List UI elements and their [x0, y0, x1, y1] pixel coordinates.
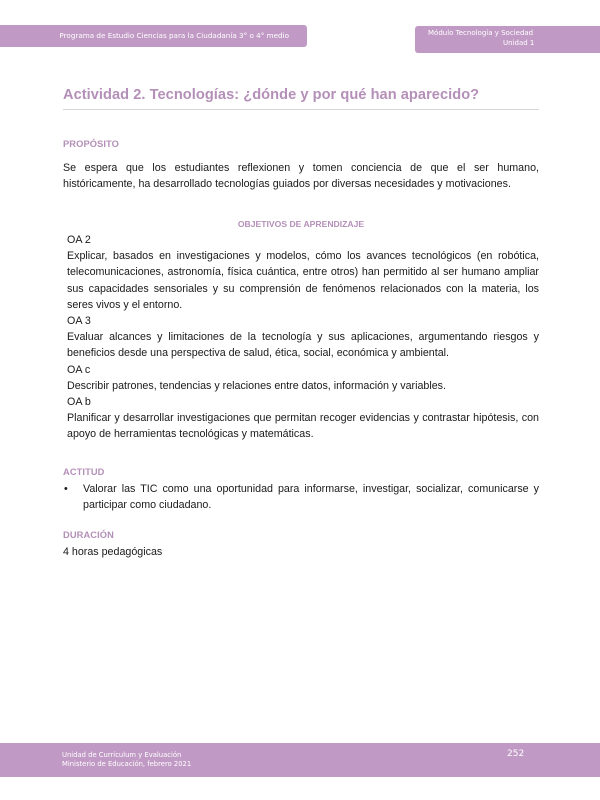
proposito-text: Se espera que los estudiantes reflexionen y tomen conciencia de que el ser humano, históricamente, ha desarrollado tecnologías guiados por diversas necesidades y motivaciones. — [63, 162, 539, 191]
footer-credits — [62, 751, 191, 768]
bullet-icon: • — [64, 483, 68, 495]
oa-code: OA 3 — [67, 315, 91, 328]
header-unit-text: Unidad 1 — [503, 38, 535, 47]
footer-bar — [0, 743, 600, 777]
actitud-bullet-item — [63, 481, 539, 513]
header-module-bar — [415, 26, 600, 53]
header-program-bar — [0, 25, 307, 47]
header-module-text: Módulo Tecnología y Sociedad — [428, 29, 534, 37]
oa-text: Describir patrones, tendencias y relaciones entre datos, información y variables. — [67, 379, 446, 392]
section-label-objetivos: OBJETIVOS DE APRENDIZAJE — [237, 219, 365, 229]
duracion-text: 4 horas pedagógicas — [63, 546, 163, 558]
footer-line-1: Unidad de Currículum y Evaluación — [62, 751, 182, 759]
oa-text: Evaluar alcances y limitaciones de la tecnología y sus aplicaciones, argumentando riesgos y beneficios desde una perspectiva de salud, ética, social, económica y ambiental. — [67, 331, 539, 360]
section-label-actitud: ACTITUD — [63, 467, 105, 477]
oa-code: OA c — [67, 363, 91, 376]
section-label-duracion: DURACIÓN — [63, 530, 114, 540]
actitud-text: Valorar las TIC como una oportunidad para informarse, investigar, socializar, comunicarse y participar como ciudadano. — [83, 483, 539, 512]
objetivos-list — [67, 232, 539, 443]
oa-code: OA 2 — [67, 234, 91, 246]
page-title: Actividad 2. Tecnologías: ¿dónde y por qué han aparecido? — [63, 87, 539, 110]
oa-text: Planificar y desarrollar investigaciones que permitan recoger evidencias y contrastar hipótesis, con apoyo de herramientas tecnológicas y matemáticas. — [67, 412, 539, 441]
section-label-proposito: PROPÓSITO — [63, 139, 120, 149]
header-program-text: Programa de Estudio Ciencias para la Ciudadanía 3° o 4° medio — [59, 31, 289, 40]
oa-text: Explicar, basados en investigaciones y modelos, cómo los avances tecnológicos (en robótica, telecomunicaciones, astronomía, física cuántica, entre otros) han permitido al ser humano ampliar sus capacidades sensoriales y su comprensión de fenómenos relacionados con la materia, los seres vivos y el entorno. — [67, 250, 539, 311]
page-number: 252 — [507, 749, 525, 759]
footer-line-2: Ministerio de Educación, febrero 2021 — [62, 759, 192, 768]
oa-code: OA b — [67, 396, 91, 409]
